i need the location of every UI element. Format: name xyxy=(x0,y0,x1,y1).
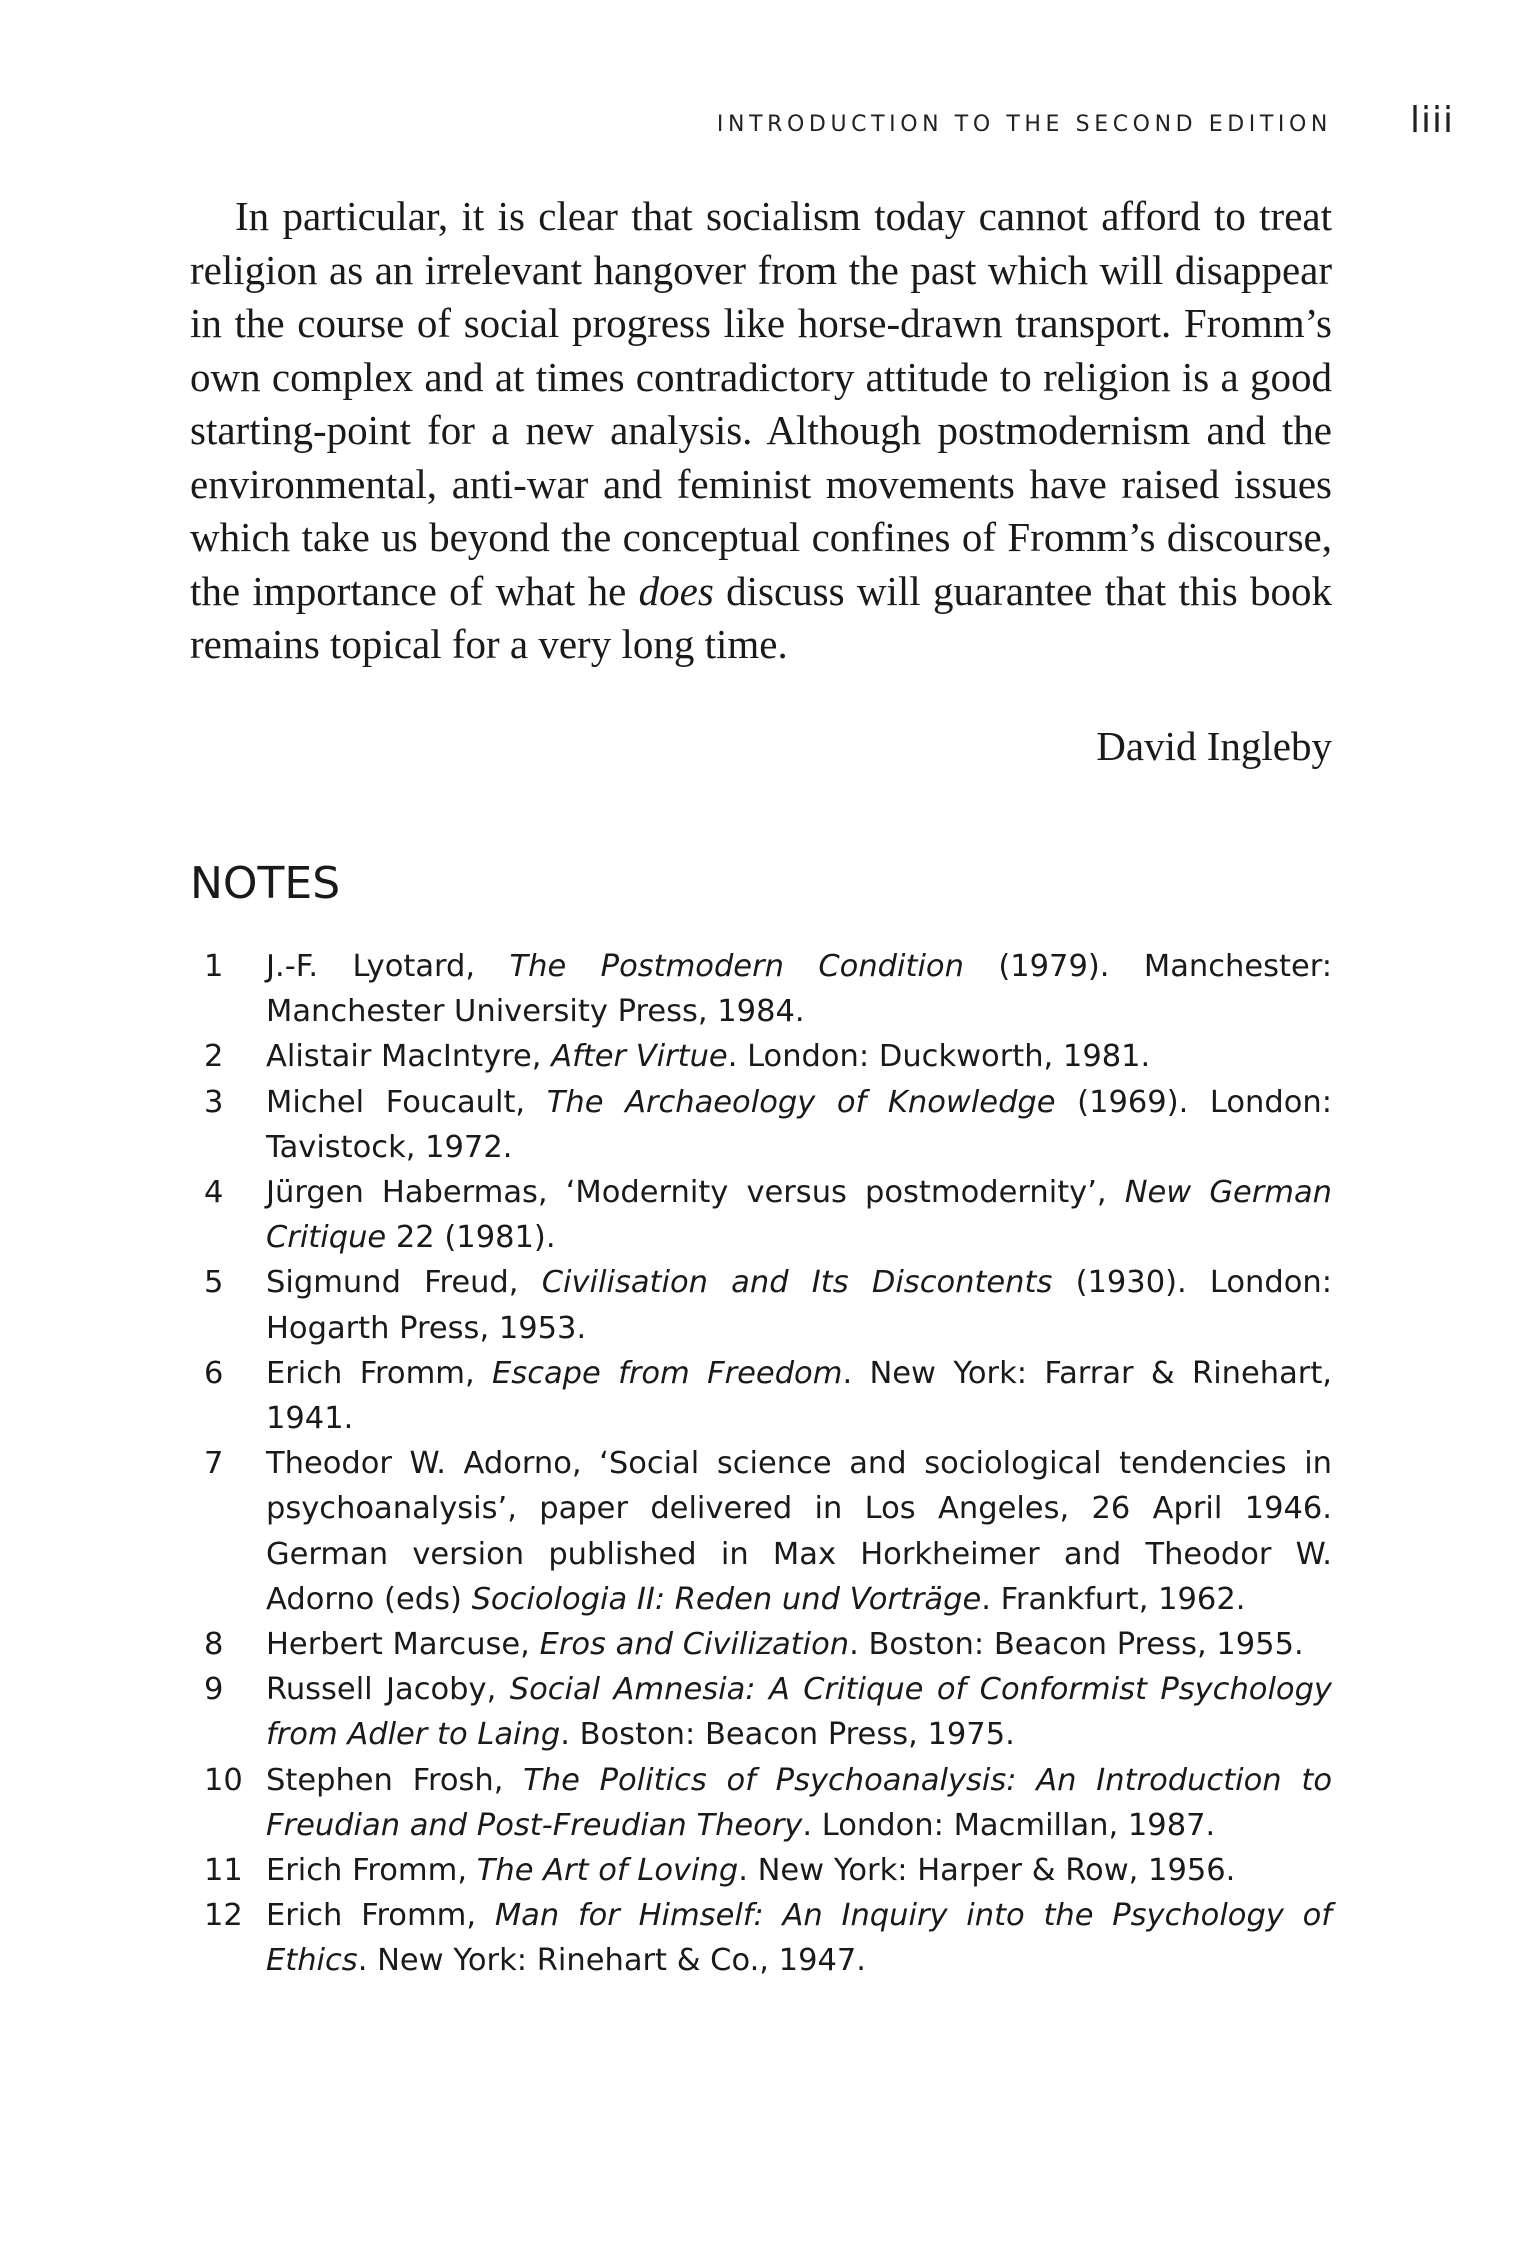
note-text xyxy=(266,944,1332,1034)
note-author: Jürgen Habermas, ‘Modernity versus postmodernity’, xyxy=(266,1175,1125,1211)
note-title: The Art of Loving xyxy=(476,1853,739,1889)
note-number: 12 xyxy=(204,1898,243,1934)
note-text xyxy=(266,1667,1332,1757)
note-title: Social Amnesia: A Critique of Conformist Psychology from Adler to Laing xyxy=(266,1672,1332,1753)
note-item xyxy=(190,1667,1332,1757)
body-text xyxy=(190,190,1332,672)
closing-paragraph xyxy=(190,190,1332,672)
note-text xyxy=(266,1080,1332,1170)
note-publication: . Frankfurt, 1962. xyxy=(981,1581,1246,1617)
note-number: 11 xyxy=(204,1853,243,1889)
note-author: Alistair MacIntyre, xyxy=(266,1039,552,1075)
note-author: Stephen Frosh, xyxy=(266,1762,524,1798)
note-number: 5 xyxy=(204,1265,224,1301)
note-text xyxy=(266,1351,1332,1441)
note-title: The Postmodern Condition xyxy=(509,949,964,984)
note-publication: (1979). Manchester: Manchester University Press, 1984. xyxy=(266,949,1332,1030)
note-publication: . New York: Harper & Row, 1956. xyxy=(738,1853,1236,1889)
note-title: Eros and Civilization xyxy=(539,1627,850,1663)
note-text xyxy=(266,1260,1332,1350)
note-number: 10 xyxy=(204,1762,243,1798)
note-item xyxy=(190,1848,1332,1893)
note-text xyxy=(266,1034,1332,1079)
note-publication: . New York: Rinehart & Co., 1947. xyxy=(357,1943,867,1979)
emphasized-word: does xyxy=(638,567,714,614)
note-author: Herbert Marcuse, xyxy=(266,1627,540,1663)
note-number: 2 xyxy=(204,1039,224,1075)
paragraph-text-end: discuss will guarantee that this book remains topical for a very long time. xyxy=(190,567,1333,667)
note-title: Man for Himself: An Inquiry into the Psychology of Ethics xyxy=(266,1898,1332,1979)
note-text xyxy=(266,1893,1332,1983)
note-publication: (1969). London: Tavistock, 1972. xyxy=(266,1084,1332,1165)
note-publication: . London: Macmillan, 1987. xyxy=(802,1807,1216,1843)
note-title: After Virtue xyxy=(551,1039,728,1075)
note-author: Theodor W. Adorno, ‘Social science and sociological tendencies in psychoanalysis’, paper delivered in Los Angeles, 26 April 1946. German version published in Max Horkheimer and Theodor W. Adorno (eds) xyxy=(266,1446,1332,1617)
note-item xyxy=(190,1441,1332,1622)
note-text xyxy=(266,1170,1332,1260)
note-publication: . London: Duckworth, 1981. xyxy=(727,1039,1151,1075)
note-item xyxy=(190,1622,1332,1667)
note-number: 1 xyxy=(204,949,224,984)
paragraph-text: In particular, it is clear that socialism today cannot afford to treat religion as an irrelevant hangover from the past which will disappear in the course of social progress like horse-drawn transport. Fromm’s own complex and at times contradictory attitude to religion is a good starting-point for a new analysis. Although postmodernism and the environmental, anti-war and feminist movements have raised issues which take us beyond the conceptual confines of Fromm’s discourse, the importance of what he xyxy=(190,193,1332,614)
note-author: Erich Fromm, xyxy=(266,1898,495,1934)
note-title: Civilisation and Its Discontents xyxy=(541,1265,1053,1301)
note-item xyxy=(190,1893,1332,1983)
note-publication: 22 (1981). xyxy=(386,1220,556,1256)
note-publication: . New York: Farrar & Rinehart, 1941. xyxy=(266,1355,1332,1437)
note-author: J.-F. Lyotard, xyxy=(266,949,510,984)
note-number: 6 xyxy=(204,1355,224,1391)
note-author: Michel Foucault, xyxy=(266,1084,547,1120)
note-number: 9 xyxy=(204,1672,224,1708)
note-item xyxy=(190,1080,1332,1170)
note-author: Russell Jacoby, xyxy=(266,1672,510,1708)
note-author: Erich Fromm, xyxy=(266,1853,477,1889)
note-text xyxy=(266,1758,1332,1848)
note-title: The Politics of Psychoanalysis: An Introduction to Freudian and Post-Freudian Theory xyxy=(266,1762,1332,1843)
page-number: liii xyxy=(1410,100,1455,141)
note-item xyxy=(190,1758,1332,1848)
note-item xyxy=(190,1170,1332,1260)
note-number: 3 xyxy=(204,1084,224,1120)
note-author: Sigmund Freud, xyxy=(266,1265,542,1301)
note-publication: . Boston: Beacon Press, 1955. xyxy=(849,1627,1304,1663)
note-item xyxy=(190,944,1332,1034)
note-title: New German Critique xyxy=(266,1175,1333,1256)
note-title: The Archaeology of Knowledge xyxy=(546,1084,1056,1120)
note-number: 4 xyxy=(204,1175,224,1211)
notes-list xyxy=(190,944,1332,1984)
note-text xyxy=(266,1441,1332,1622)
note-item xyxy=(190,1034,1332,1079)
note-title: Sociologia II: Reden und Vorträge xyxy=(471,1581,982,1617)
note-author: Erich Fromm, xyxy=(266,1355,493,1391)
note-item xyxy=(190,1260,1332,1350)
note-number: 8 xyxy=(204,1627,224,1663)
author-signature: David Ingleby xyxy=(1096,723,1332,769)
note-title: Escape from Freedom xyxy=(492,1355,843,1391)
note-number: 7 xyxy=(204,1446,224,1482)
notes-heading: NOTES xyxy=(190,858,341,909)
note-item xyxy=(190,1351,1332,1441)
note-text xyxy=(266,1848,1332,1893)
note-text xyxy=(266,1622,1332,1667)
note-publication: (1930). London: Hogarth Press, 1953. xyxy=(266,1265,1333,1346)
note-publication: . Boston: Beacon Press, 1975. xyxy=(560,1717,1015,1753)
running-head: INTRODUCTION TO THE SECOND EDITION xyxy=(716,112,1332,137)
